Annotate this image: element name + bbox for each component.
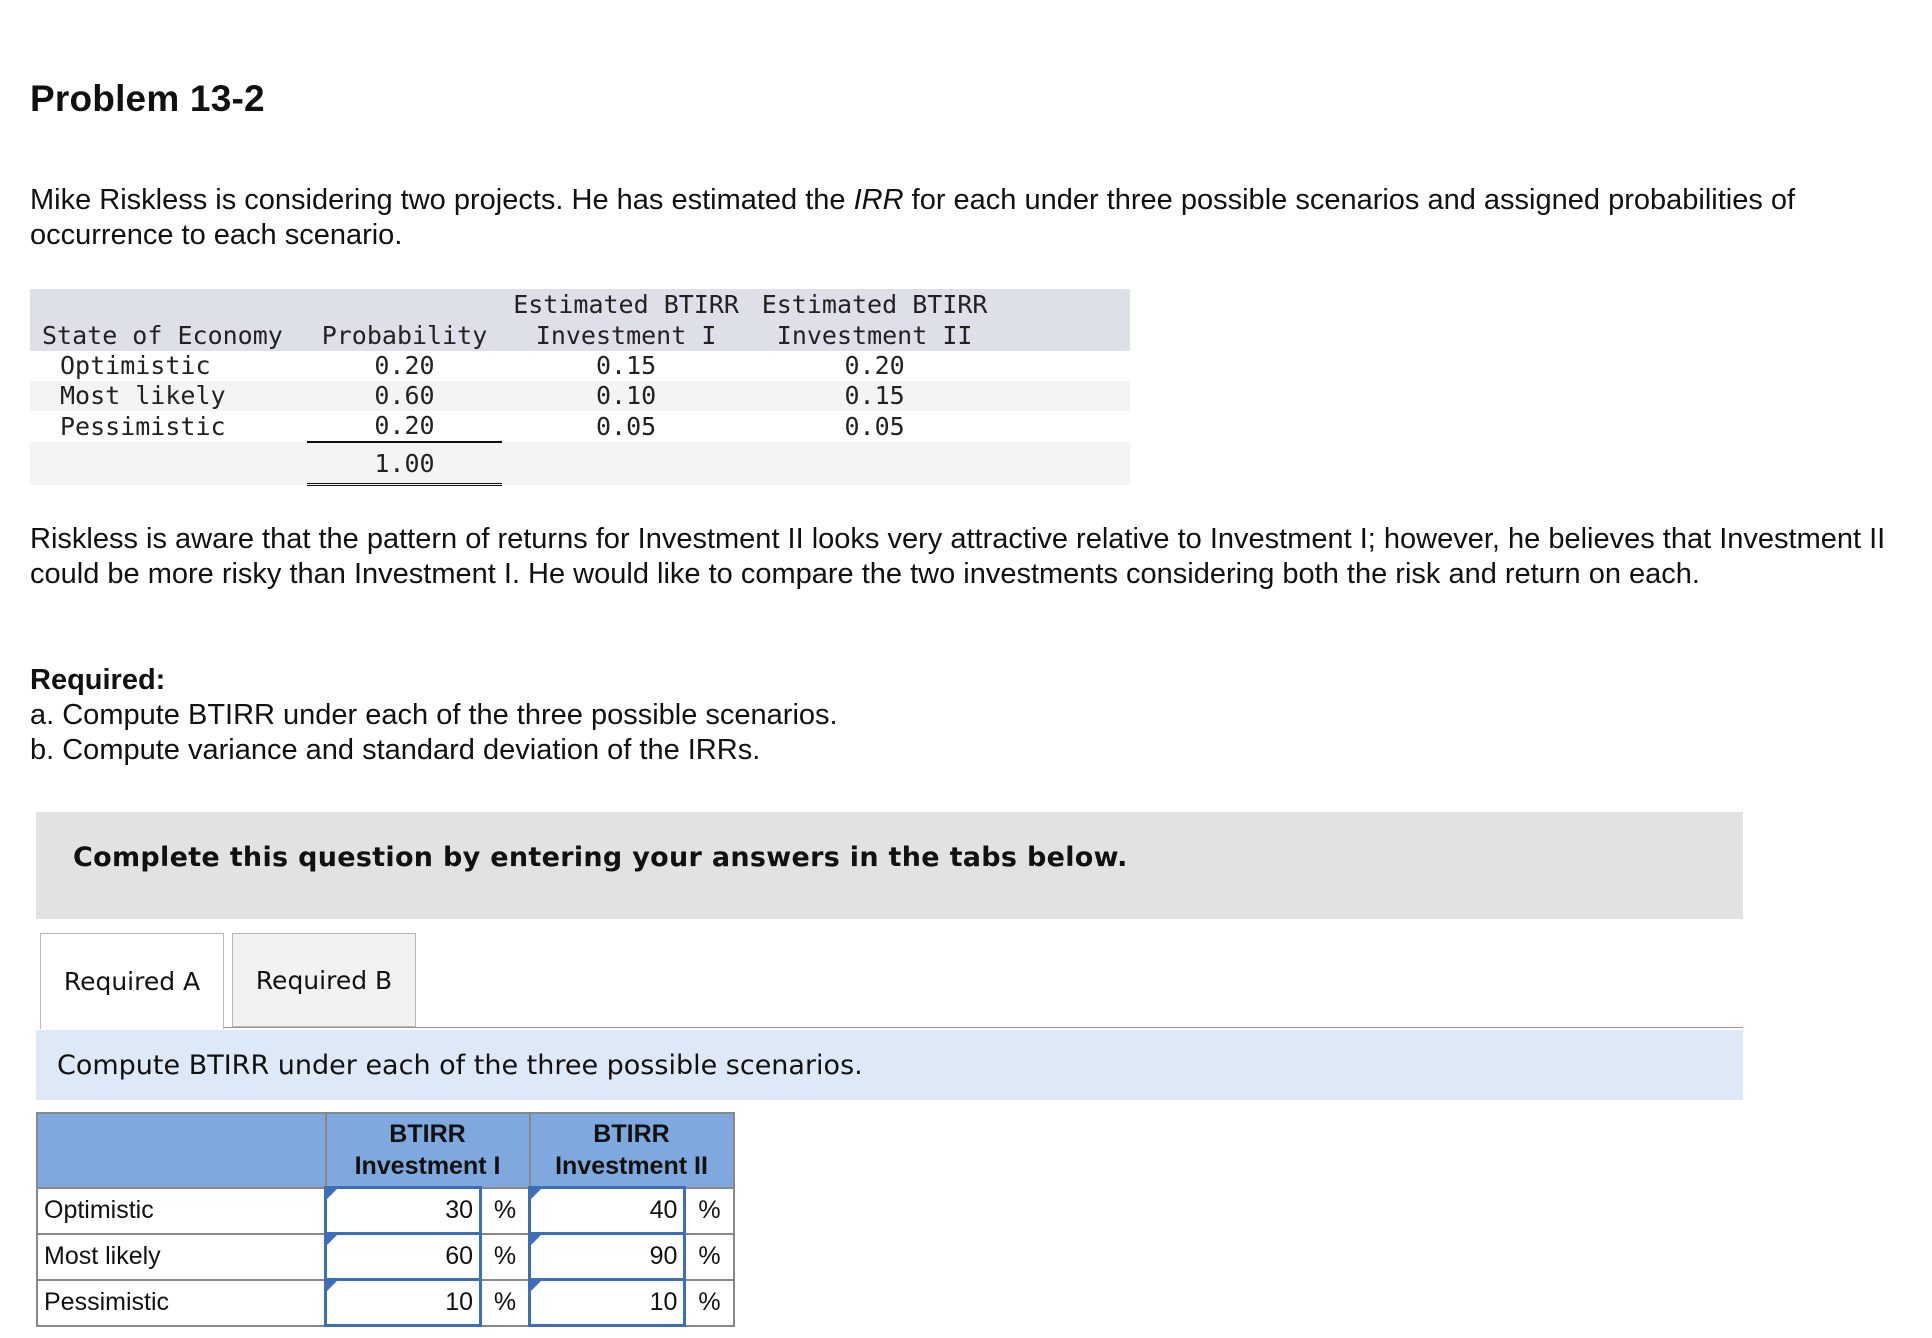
- row-inv2: 0.05: [844, 411, 905, 441]
- answer-header-inv1-line1: BTIRR: [389, 1120, 466, 1148]
- required-section: [30, 663, 1920, 768]
- table-row: [30, 351, 1130, 381]
- header-inv1-line1: Estimated BTIRR: [513, 290, 739, 319]
- row-spacer: [999, 381, 1130, 411]
- header-inv2-line2: Investment II: [776, 321, 973, 350]
- percent-sign: %: [685, 1280, 734, 1326]
- answer-input-inv1[interactable]: [326, 1280, 481, 1326]
- percent-sign: %: [481, 1188, 530, 1234]
- answer-row-label: Optimistic: [37, 1188, 326, 1234]
- table-row: [30, 411, 1130, 442]
- row-inv1: 0.15: [595, 351, 657, 380]
- tab-instruction-bar: [36, 1030, 1743, 1100]
- percent-sign: %: [481, 1280, 530, 1326]
- header-probability: Probability: [307, 289, 502, 351]
- answer-table: [36, 1112, 735, 1327]
- row-probability: 0.60: [307, 381, 502, 411]
- intro-text-1: Mike Riskless is considering two projects. He has estimated the: [30, 184, 854, 216]
- row-probability: 0.20: [307, 411, 502, 442]
- tab-instruction-text: Compute BTIRR under each of the three possible scenarios.: [57, 1050, 863, 1081]
- answer-header-row: [37, 1113, 734, 1188]
- answer-header-inv1: [326, 1113, 530, 1188]
- required-b-text: b. Compute variance and standard deviation of the IRRs.: [30, 734, 761, 766]
- answer-header-inv1-line2: Investment I: [354, 1152, 501, 1180]
- tab-required-a[interactable]: Required A: [40, 933, 224, 1029]
- answer-value[interactable]: 10: [649, 1288, 678, 1316]
- table-row: [37, 1234, 734, 1280]
- required-heading: Required:: [30, 664, 166, 696]
- percent-sign: %: [481, 1234, 530, 1280]
- header-spacer: [999, 289, 1130, 351]
- input-marker-icon: [327, 1235, 337, 1245]
- header-state: State of Economy: [30, 289, 307, 351]
- answer-row-label: Pessimistic: [37, 1280, 326, 1326]
- percent-sign: %: [685, 1188, 734, 1234]
- input-marker-icon: [531, 1189, 541, 1199]
- total-blank: [502, 442, 751, 485]
- row-spacer: [999, 351, 1130, 381]
- total-blank: [999, 442, 1130, 485]
- answer-input-inv1[interactable]: [326, 1234, 481, 1280]
- answer-value[interactable]: 60: [445, 1242, 473, 1270]
- row-state: Optimistic: [60, 351, 211, 380]
- percent-sign: %: [685, 1234, 734, 1280]
- answer-value[interactable]: 30: [445, 1196, 473, 1224]
- intro-text-2: for each under three possible scenarios and assigned probabilities of occurrence to each scenario.: [30, 184, 1796, 251]
- problem-paragraph-2: Riskless is aware that the pattern of returns for Investment II looks very attractive relative to Investment I; however, he believes that Investment II could be more risky than Investment I. He would like to compare the two investments considering both the risk and return on each.: [30, 523, 1886, 590]
- header-inv1-line2: Investment I: [535, 321, 717, 350]
- intro-irr-italic: IRR: [853, 184, 904, 216]
- row-state: Pessimistic: [60, 411, 226, 441]
- tab-required-b[interactable]: Required B: [232, 933, 416, 1027]
- data-table-header-row: [30, 289, 1130, 351]
- answer-value[interactable]: 10: [445, 1288, 473, 1316]
- row-spacer: [999, 411, 1130, 442]
- answer-header-inv2: [530, 1113, 734, 1188]
- input-marker-icon: [531, 1281, 541, 1291]
- input-marker-icon: [327, 1281, 337, 1291]
- input-marker-icon: [531, 1235, 541, 1245]
- input-marker-icon: [327, 1189, 337, 1199]
- header-investment-2: [750, 289, 999, 351]
- row-state: Most likely: [30, 381, 307, 411]
- problem-title: Problem 13-2: [30, 78, 265, 119]
- table-row: [37, 1280, 734, 1326]
- scenario-data-table: [30, 289, 1130, 486]
- answer-header-inv2-line2: Investment II: [555, 1152, 708, 1180]
- answer-header-inv2-line1: BTIRR: [593, 1120, 670, 1148]
- answer-header-blank: [37, 1113, 326, 1188]
- row-inv2: 0.20: [844, 351, 905, 380]
- tab-divider: [224, 1027, 1743, 1028]
- row-inv1: 0.05: [595, 411, 657, 441]
- header-inv2-line1: Estimated BTIRR: [761, 290, 988, 319]
- table-row: [30, 381, 1130, 411]
- answer-value[interactable]: 40: [649, 1196, 678, 1224]
- answer-input-inv2[interactable]: [530, 1234, 685, 1280]
- answer-input-inv1[interactable]: [326, 1188, 481, 1234]
- row-probability: 0.20: [374, 351, 435, 380]
- question-instruction-box: [36, 812, 1743, 919]
- table-row: [37, 1188, 734, 1234]
- answer-input-inv2[interactable]: [530, 1188, 685, 1234]
- question-instruction-text: Complete this question by entering your answers in the tabs below.: [73, 842, 1128, 873]
- table-total-row: [30, 442, 1130, 485]
- required-a-text: a. Compute BTIRR under each of the three possible scenarios.: [30, 699, 838, 731]
- row-inv2: 0.15: [750, 381, 999, 411]
- total-blank: [750, 442, 999, 485]
- answer-value[interactable]: 90: [649, 1242, 678, 1270]
- total-blank: [30, 442, 307, 485]
- answer-row-label: Most likely: [37, 1234, 326, 1280]
- header-investment-1: [502, 289, 751, 351]
- answer-input-inv2[interactable]: [530, 1280, 685, 1326]
- row-inv1: 0.10: [502, 381, 751, 411]
- problem-intro: [30, 183, 1920, 253]
- probability-total: 1.00: [307, 442, 502, 485]
